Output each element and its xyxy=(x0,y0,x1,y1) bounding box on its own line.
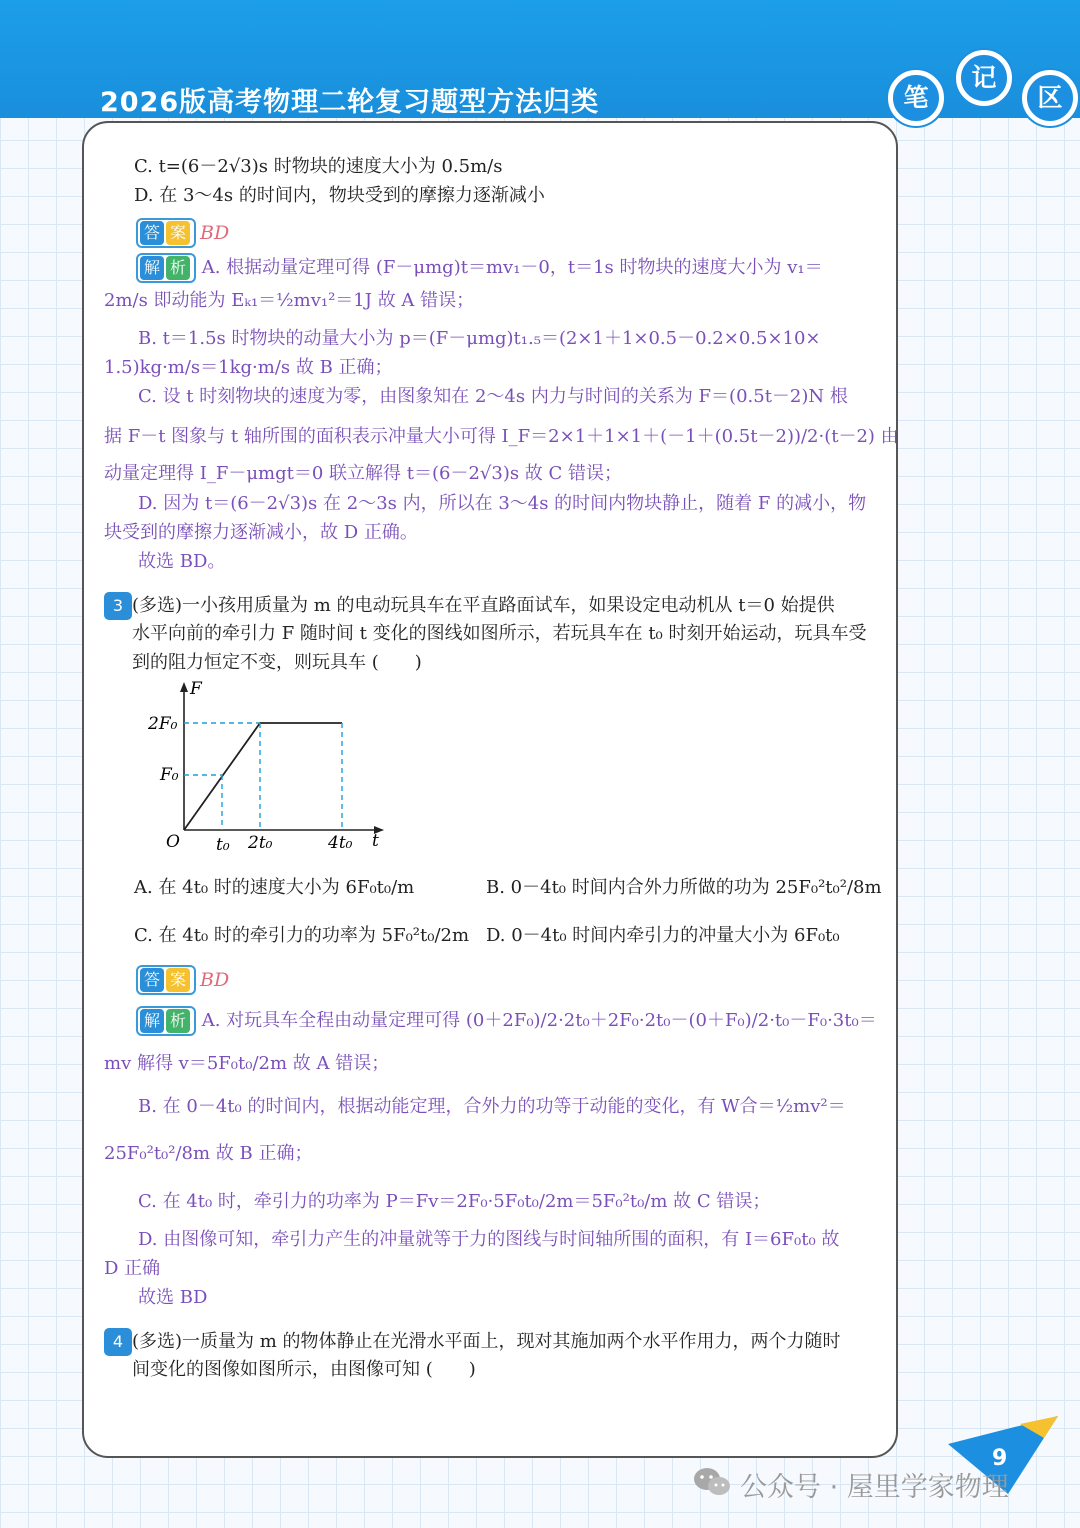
analysis-tag-char-2: 析 xyxy=(166,1009,190,1033)
origin-label: O xyxy=(166,832,180,852)
q2-answer-row xyxy=(136,218,229,248)
analysis-tag-char-2: 析 xyxy=(166,256,190,280)
badge-note-3: 区 xyxy=(1022,70,1078,126)
q3-answer-row xyxy=(136,965,229,995)
answer-tag-char-2: 案 xyxy=(166,968,190,992)
q2-conclusion: 故选 BD。 xyxy=(138,551,226,572)
x-tick-t0: t₀ xyxy=(216,835,230,855)
analysis-tag-char-1: 解 xyxy=(140,256,164,280)
q3-answer: BD xyxy=(200,969,230,991)
answer-tag xyxy=(136,218,196,248)
q2-option-d: D. 在 3～4s 的时间内，物块受到的摩擦力逐渐减小 xyxy=(134,185,545,206)
q3-analysis-a-1 xyxy=(136,1006,877,1036)
q3-analysis-c: C. 在 4t₀ 时，牵引力的功率为 P＝Fv＝2F₀·5F₀t₀/2m＝5F₀²t₀/m 故 C 错误； xyxy=(138,1191,771,1212)
answer-tag-char-1: 答 xyxy=(140,968,164,992)
q3-conclusion: 故选 BD xyxy=(138,1287,208,1308)
x-tick-2t0: 2t₀ xyxy=(248,833,273,853)
q3-stem-text: (多选)一小孩用质量为 m 的电动玩具车在平直路面试车，如果设定电动机从 t＝0 始提供 xyxy=(132,595,835,616)
q3-analysis-d-2: D 正确 xyxy=(104,1258,161,1279)
q3-stem-1 xyxy=(104,592,835,620)
q3-stem-3: 到的阻力恒定不变，则玩具车 ( ) xyxy=(132,652,422,673)
y-axis-label: F xyxy=(190,679,202,699)
q2-analysis-d-2: 块受到的摩擦力逐渐减小，故 D 正确。 xyxy=(104,522,418,543)
q2-analysis-b-1: B. t＝1.5s 时物块的动量大小为 p＝(F－μmg)t₁.₅＝(2×1＋1×0.5－0.2×0.5×10× xyxy=(138,328,821,349)
y-tick-f0: F₀ xyxy=(160,765,179,785)
q4-number: 4 xyxy=(104,1328,132,1356)
q3-stem-2: 水平向前的牵引力 F 随时间 t 变化的图线如图所示，若玩具车在 t₀ 时刻开始运动，玩具车受 xyxy=(132,623,867,644)
q4-stem-text: (多选)一质量为 m 的物体静止在光滑水平面上，现对其施加两个水平作用力，两个力随时 xyxy=(132,1331,841,1352)
answer-tag-char-1: 答 xyxy=(140,221,164,245)
q2-option-c: C. t=(6－2√3)s 时物块的速度大小为 0.5m/s xyxy=(134,156,503,177)
page-number: 9 xyxy=(992,1446,1008,1471)
q3-option-b: B. 0－4t₀ 时间内合外力所做的功为 25F₀²t₀²/8m xyxy=(486,877,882,898)
badge-note-1: 笔 xyxy=(888,70,944,126)
wechat-icon xyxy=(692,1466,732,1498)
x-tick-4t0: 4t₀ xyxy=(328,833,353,853)
answer-tag xyxy=(136,965,196,995)
q2-analysis-a-1 xyxy=(136,253,823,283)
y-axis-arrow xyxy=(180,682,188,692)
q3-option-a: A. 在 4t₀ 时的速度大小为 6F₀t₀/m xyxy=(134,877,415,898)
q4-stem-2: 间变化的图像如图所示，由图像可知 ( ) xyxy=(132,1359,476,1380)
q3-option-d: D. 0－4t₀ 时间内牵引力的冲量大小为 6F₀t₀ xyxy=(486,925,840,946)
q3-force-time-graph xyxy=(140,678,400,858)
q2-answer: BD xyxy=(200,222,230,244)
q3-analysis-d-1: D. 由图像可知，牵引力产生的冲量就等于力的图线与时间轴所围的面积，有 I＝6F₀t₀ 故 xyxy=(138,1229,840,1250)
q2-analysis-c-3: 动量定理得 I_F－μmgt＝0 联立解得 t＝(6－2√3)s 故 C 错误； xyxy=(104,463,623,484)
analysis-tag xyxy=(136,253,196,283)
q3-analysis-a-text: A. 对玩具车全程由动量定理可得 (0＋2F₀)/2·2t₀＋2F₀·2t₀－(0＋F₀)/2·t₀－F₀·3t₀＝ xyxy=(201,1010,877,1031)
x-axis-label: t xyxy=(372,831,379,851)
q3-analysis-b-2: 25F₀²t₀²/8m 故 B 正确； xyxy=(104,1143,313,1164)
answer-tag-char-2: 案 xyxy=(166,221,190,245)
analysis-tag xyxy=(136,1006,196,1036)
q2-analysis-c-2: 据 F－t 图象与 t 轴所围的面积表示冲量大小可得 I_F＝2×1＋1×1＋(－1＋(0.5t－2))/2·(t－2) 由 xyxy=(104,426,899,447)
watermark: 公众号 · 屋里学家物理 xyxy=(740,1472,1009,1503)
q2-analysis-b-2: 1.5)kg·m/s＝1kg·m/s 故 B 正确； xyxy=(104,357,393,378)
badge-note-2: 记 xyxy=(956,50,1012,106)
force-curve xyxy=(184,723,342,830)
q2-analysis-d-1: D. 因为 t＝(6－2√3)s 在 2～3s 内，所以在 3～4s 的时间内物块静止，随着 F 的减小，物 xyxy=(138,493,867,514)
analysis-tag-char-1: 解 xyxy=(140,1009,164,1033)
q3-analysis-b-1: B. 在 0－4t₀ 的时间内，根据动能定理，合外力的功等于动能的变化，有 W合＝½mv²＝ xyxy=(138,1096,846,1117)
y-tick-2f0: 2F₀ xyxy=(148,714,178,734)
q2-analysis-c-1: C. 设 t 时刻物块的速度为零，由图象知在 2～4s 内力与时间的关系为 F＝(0.5t－2)N 根 xyxy=(138,386,848,407)
q3-number: 3 xyxy=(104,592,132,620)
q2-analysis-a-text: A. 根据动量定理可得 (F－μmg)t＝mv₁－0，t＝1s 时物块的速度大小为 v₁＝ xyxy=(201,257,823,278)
q4-stem-1 xyxy=(104,1328,841,1356)
book-title: 2026版高考物理二轮复习题型方法归类 xyxy=(100,87,600,118)
q2-analysis-a-2: 2m/s 即动能为 Eₖ₁＝½mv₁²＝1J 故 A 错误； xyxy=(104,290,475,311)
q3-option-c: C. 在 4t₀ 时的牵引力的功率为 5F₀²t₀/2m xyxy=(134,925,470,946)
q3-analysis-a-2: mv 解得 v＝5F₀t₀/2m 故 A 错误； xyxy=(104,1053,390,1074)
